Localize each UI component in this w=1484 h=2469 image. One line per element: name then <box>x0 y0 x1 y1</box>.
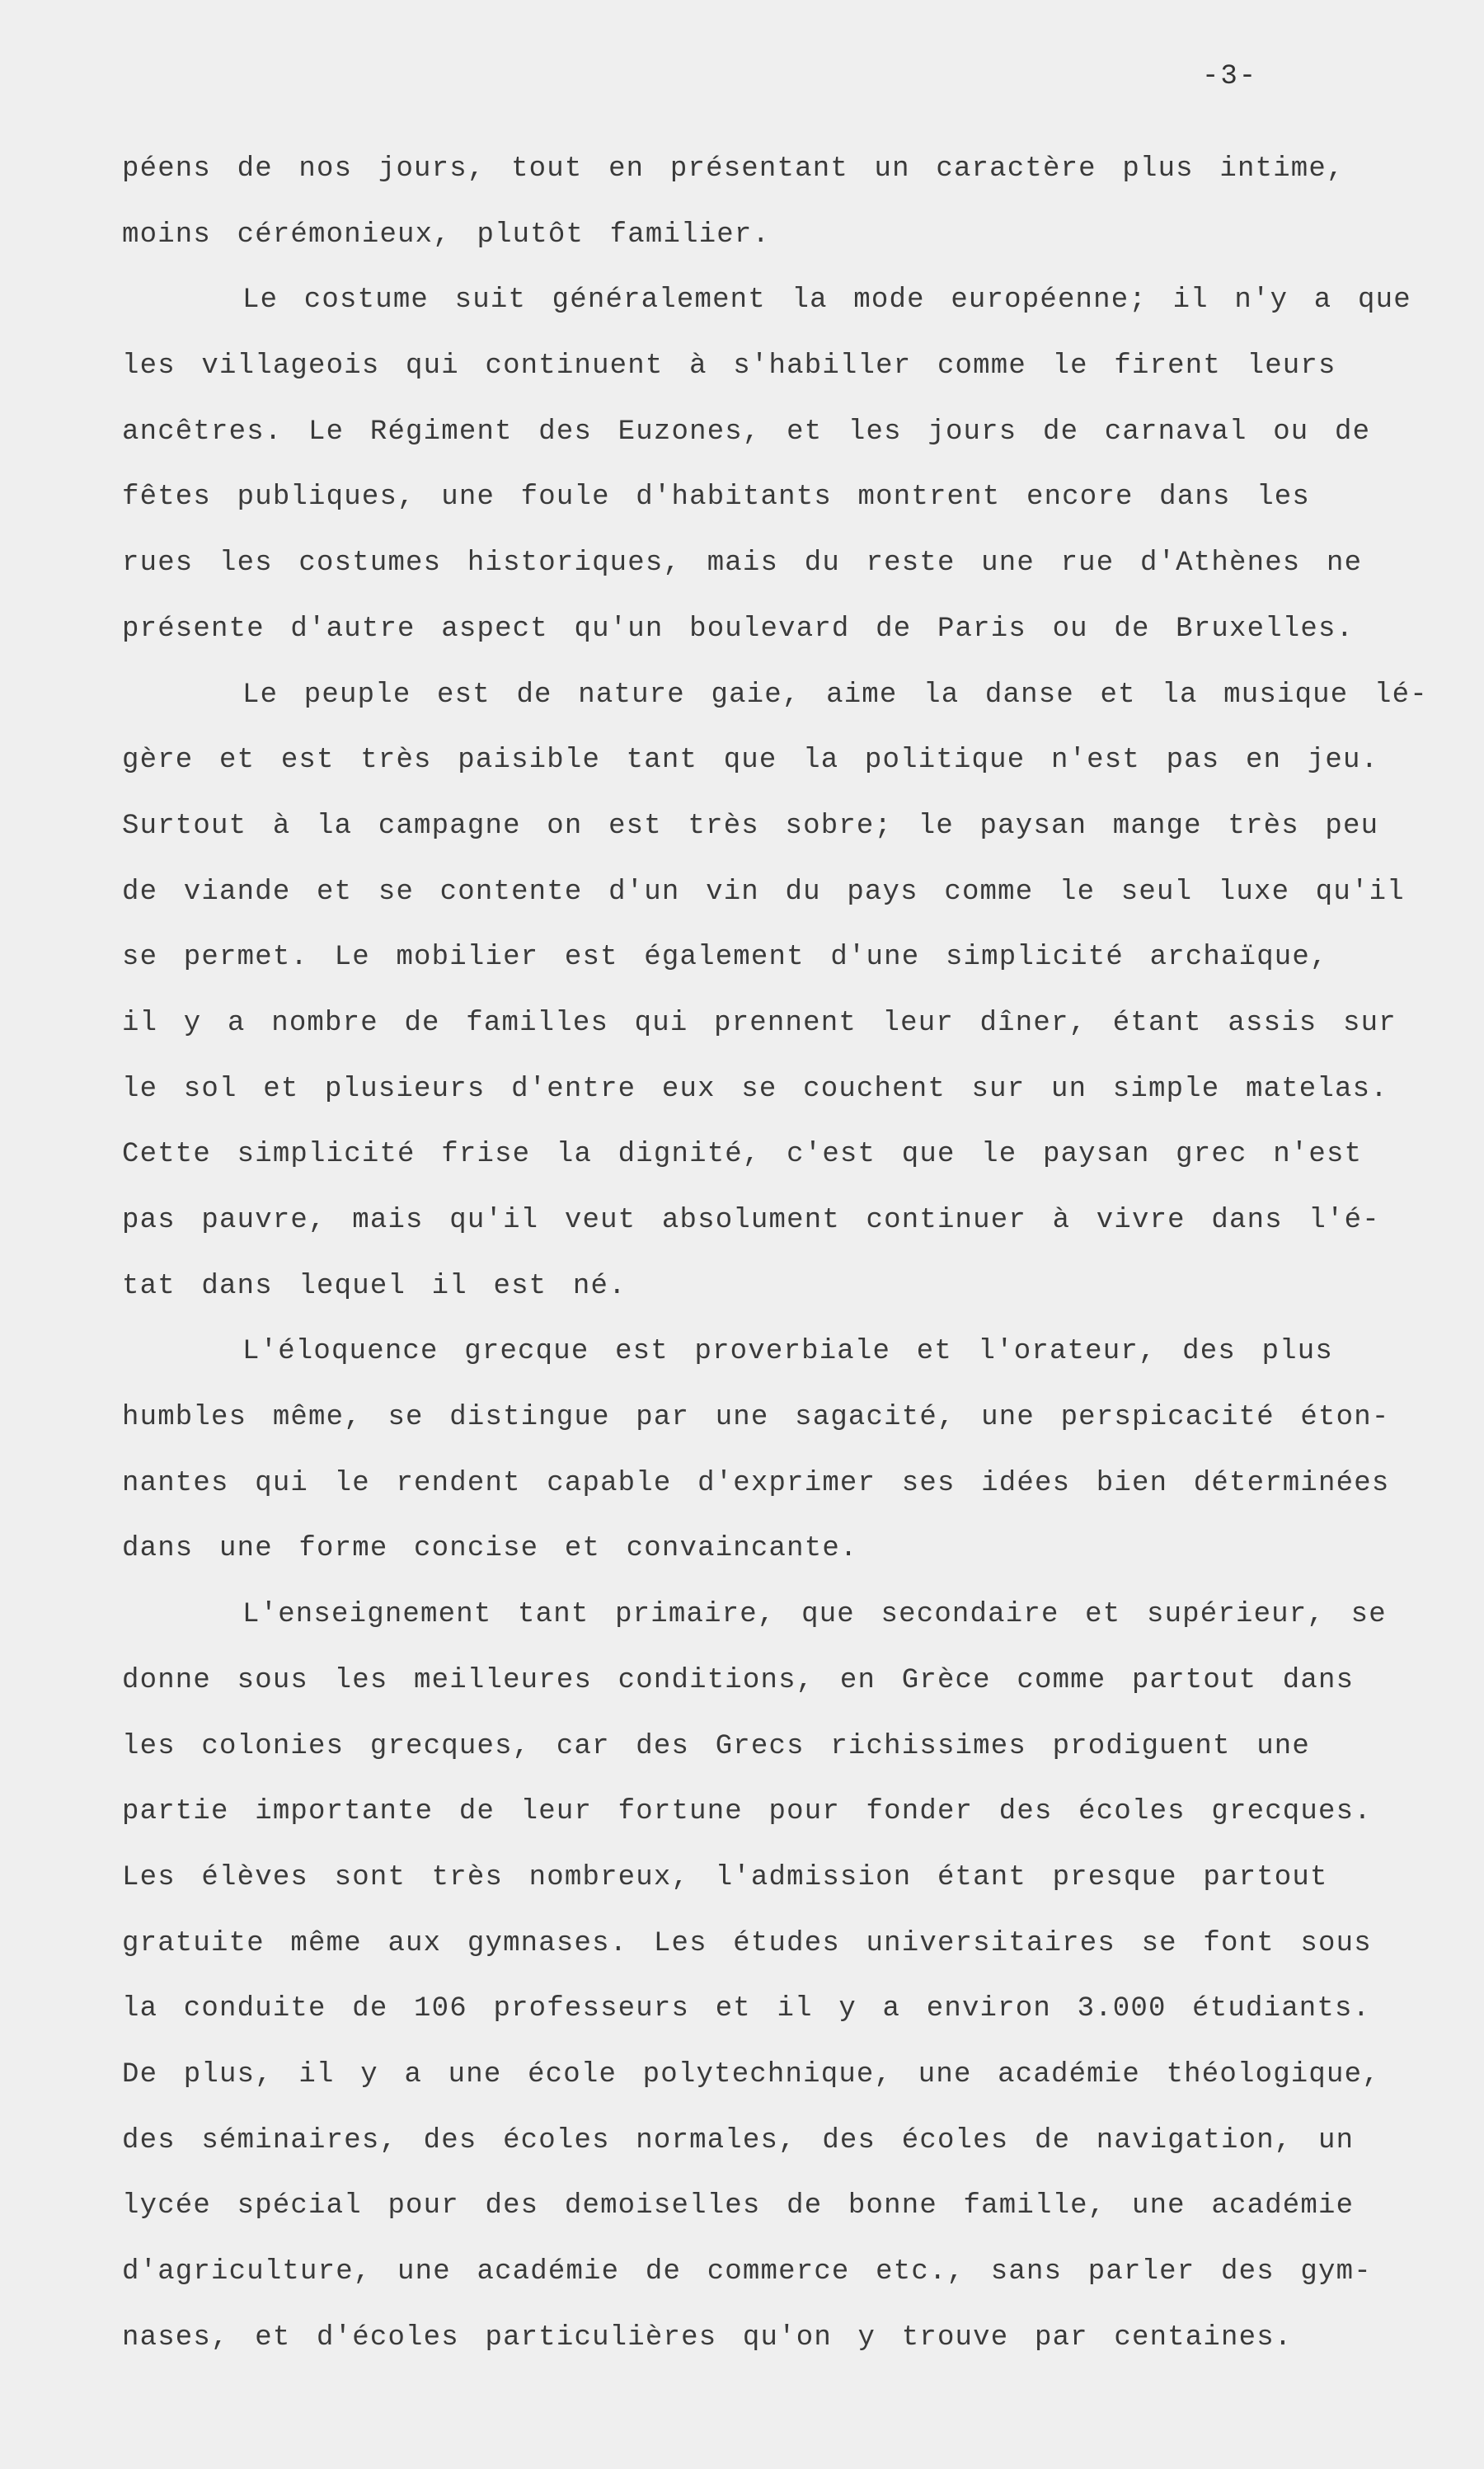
text-line: se permet. Le mobilier est également d'une simplicité archaïque, <box>122 942 1328 974</box>
text-line: les colonies grecques, car des Grecs richissimes prodiguent une <box>122 1730 1311 1762</box>
text-line: Le peuple est de nature gaie, aime la danse et la musique lé- <box>242 679 1428 711</box>
text-line: ancêtres. Le Régiment des Euzones, et les jours de carnaval ou de <box>122 416 1371 448</box>
body-text <box>122 137 1458 2371</box>
text-line: Cette simplicité frise la dignité, c'est que le paysan grec n'est <box>122 1139 1363 1171</box>
text-line: gère et est très paisible tant que la politique n'est pas en jeu. <box>122 745 1379 777</box>
text-line: tat dans lequel il est né. <box>122 1270 627 1302</box>
text-line: péens de nos jours, tout en présentant un caractère plus intime, <box>122 153 1345 185</box>
text-line: nantes qui le rendent capable d'exprimer ses idées bien déterminées <box>122 1467 1390 1499</box>
text-line: donne sous les meilleures conditions, en Grèce comme partout dans <box>122 1664 1355 1696</box>
text-line: partie importante de leur fortune pour fonder des écoles grecques. <box>122 1796 1372 1828</box>
text-line: la conduite de 106 professeurs et il y a environ 3.000 étudiants. <box>122 1993 1371 2025</box>
text-line: présente d'autre aspect qu'un boulevard de Paris ou de Bruxelles. <box>122 613 1355 645</box>
text-line: de viande et se contente d'un vin du pays comme le seul luxe qu'il <box>122 876 1405 908</box>
text-line: humbles même, se distingue par une sagacité, une perspicacité éton- <box>122 1402 1390 1434</box>
text-line: les villageois qui continuent à s'habiller comme le firent leurs <box>122 350 1336 383</box>
text-line: Les élèves sont très nombreux, l'admission étant presque partout <box>122 1861 1328 1893</box>
text-line: dans une forme concise et convaincante. <box>122 1533 858 1565</box>
text-line: le sol et plusieurs d'entre eux se couchent sur un simple matelas. <box>122 1073 1388 1105</box>
text-line: Le costume suit généralement la mode européenne; il n'y a que <box>242 285 1411 317</box>
text-line: nases, et d'écoles particulières qu'on y trouve par centaines. <box>122 2321 1293 2354</box>
text-line: moins cérémonieux, plutôt familier. <box>122 219 771 251</box>
text-line: il y a nombre de familles qui prennent leur dîner, étant assis sur <box>122 1007 1397 1039</box>
text-line: rues les costumes historiques, mais du reste une rue d'Athènes ne <box>122 548 1363 580</box>
page-number: -3- <box>1202 61 1258 92</box>
text-line: gratuite même aux gymnases. Les études universitaires se font sous <box>122 1927 1372 1959</box>
text-line: lycée spécial pour des demoiselles de bonne famille, une académie <box>122 2190 1355 2222</box>
text-line: pas pauvre, mais qu'il veut absolument continuer à vivre dans l'é- <box>122 1205 1380 1236</box>
text-line: Surtout à la campagne on est très sobre; le paysan mange très peu <box>122 810 1379 842</box>
text-line: des séminaires, des écoles normales, des écoles de navigation, un <box>122 2124 1355 2156</box>
text-line: fêtes publiques, une foule d'habitants montrent encore dans les <box>122 482 1311 514</box>
text-line: L'enseignement tant primaire, que secondaire et supérieur, se <box>242 1599 1387 1631</box>
text-line: d'agriculture, une académie de commerce etc., sans parler des gym- <box>122 2256 1372 2288</box>
text-line: L'éloquence grecque est proverbiale et l'orateur, des plus <box>242 1336 1333 1368</box>
text-line: De plus, il y a une école polytechnique, une académie théologique, <box>122 2058 1380 2090</box>
